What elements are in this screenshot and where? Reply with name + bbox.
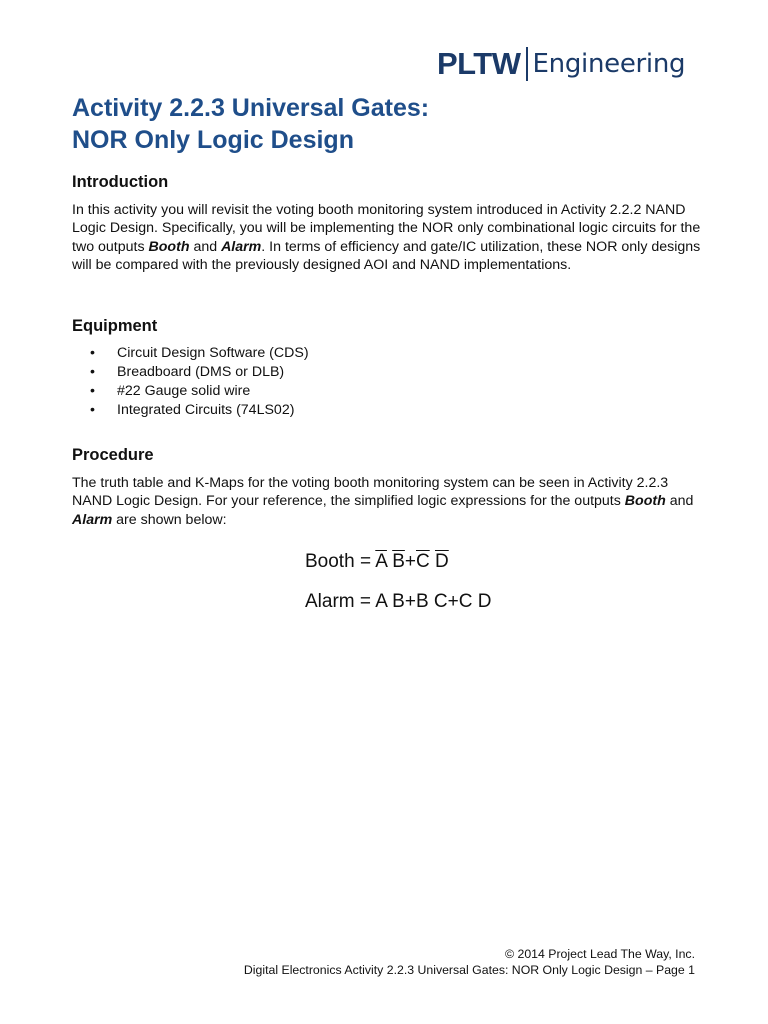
title-line-1: Activity 2.2.3 Universal Gates: xyxy=(72,94,430,122)
footer-copyright: © 2014 Project Lead The Way, Inc. xyxy=(505,947,695,961)
procedure-paragraph: The truth table and K-Maps for the voting booth monitoring system can be seen in Activity 2.2.3 NAND Logic Design. For your reference, the simplified logic expressions for the outputs Booth and Alarm are shown below: xyxy=(72,475,694,528)
alarm-equation: Alarm = A B+B C+C D xyxy=(305,591,492,612)
introduction-paragraph: In this activity you will revisit the voting booth monitoring system introduced in Activity 2.2.2 NAND Logic Design. Specifically, you will be implementing the NOR only combinational logic circuits for the two outputs Booth and Alarm. In terms of efficiency and gate/IC utilization, these NOR only designs will be compared with the previously designed AOI and NAND implementations. xyxy=(72,202,701,273)
equipment-item: • Breadboard (DMS or DLB) xyxy=(90,364,285,380)
booth-term: Booth xyxy=(148,238,190,255)
equipment-heading: Equipment xyxy=(72,317,158,335)
alarm-term: Alarm xyxy=(72,511,113,528)
logo-brand: PLTW xyxy=(437,46,521,81)
equipment-list xyxy=(72,344,309,420)
page-title xyxy=(72,92,429,156)
introduction-heading: Introduction xyxy=(72,173,169,191)
equipment-item: • Integrated Circuits (74LS02) xyxy=(90,402,295,418)
logo-divider xyxy=(526,47,528,81)
title-line-2: NOR Only Logic Design xyxy=(72,126,354,154)
alarm-term: Alarm xyxy=(221,238,262,255)
footer-page-line: Digital Electronics Activity 2.2.3 Universal Gates: NOR Only Logic Design – Page 1 xyxy=(243,963,695,977)
equipment-item: • Circuit Design Software (CDS) xyxy=(90,345,309,361)
procedure-heading: Procedure xyxy=(72,446,154,464)
booth-equation: Booth = $\overline{A}$ $\overline{B}+\overline{C}$ $\overline{D}$ xyxy=(305,551,449,572)
equipment-item: • #22 Gauge solid wire xyxy=(90,383,251,399)
booth-term: Booth xyxy=(624,493,666,510)
pltw-logo xyxy=(437,44,685,84)
logo-subtitle: Engineering xyxy=(532,49,686,79)
